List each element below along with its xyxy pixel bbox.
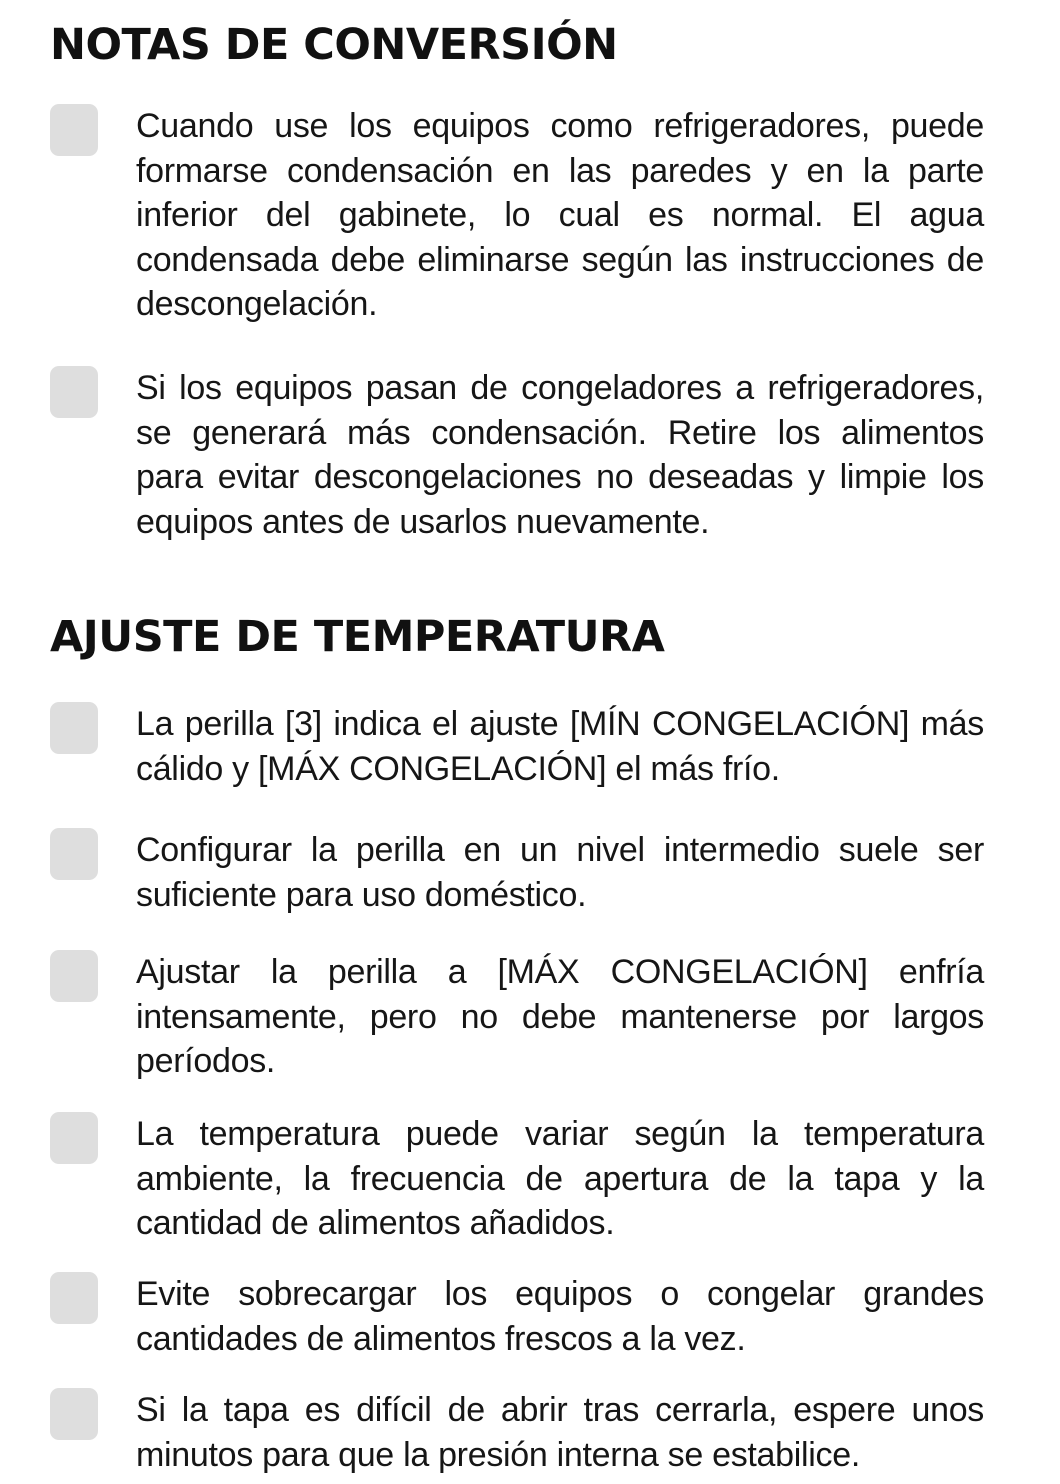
- checkbox-icon[interactable]: [50, 1112, 98, 1164]
- item-text: Configurar la perilla en un nivel intermedio suele ser suficiente para uso doméstico.: [136, 831, 984, 914]
- item-text: Evite sobrecargar los equipos o congelar grandes cantidades de alimentos frescos a la vez.: [136, 1275, 984, 1358]
- item-text: Si la tapa es difícil de abrir tras cerrarla, espere unos minutos para que la presión interna se estabilice.: [136, 1391, 984, 1474]
- item-text: Si los equipos pasan de congeladores a refrigeradores, se generará más condensación. Retire los alimentos para evitar descongelaciones no deseadas y limpie los equipos antes de usarlos nuevamente.: [136, 369, 984, 541]
- checkbox-icon[interactable]: [50, 104, 98, 156]
- checkbox-icon[interactable]: [50, 828, 98, 880]
- checkbox-icon[interactable]: [50, 1388, 98, 1440]
- checkbox-icon[interactable]: [50, 950, 98, 1002]
- item-text: Cuando use los equipos como refrigeradores, puede formarse condensación en las paredes y en la parte inferior del gabinete, lo cual es normal. El agua condensada debe eliminarse según las instrucciones de descongelación.: [136, 107, 984, 323]
- item-text: Ajustar la perilla a [MÁX CONGELACIÓN] enfría intensamente, pero no debe mantenerse por largos períodos.: [136, 953, 984, 1080]
- item-text: La temperatura puede variar según la temperatura ambiente, la frecuencia de apertura de la tapa y la cantidad de alimentos añadidos.: [136, 1115, 984, 1242]
- item-text: La perilla [3] indica el ajuste [MÍN CONGELACIÓN] más cálido y [MÁX CONGELACIÓN] el más frío.: [136, 705, 984, 788]
- checkbox-icon[interactable]: [50, 1272, 98, 1324]
- checkbox-icon[interactable]: [50, 366, 98, 418]
- section-title-temperature: AJUSTE DE TEMPERATURA: [50, 612, 665, 662]
- checkbox-icon[interactable]: [50, 702, 98, 754]
- section-title-conversion: NOTAS DE CONVERSIÓN: [50, 20, 618, 70]
